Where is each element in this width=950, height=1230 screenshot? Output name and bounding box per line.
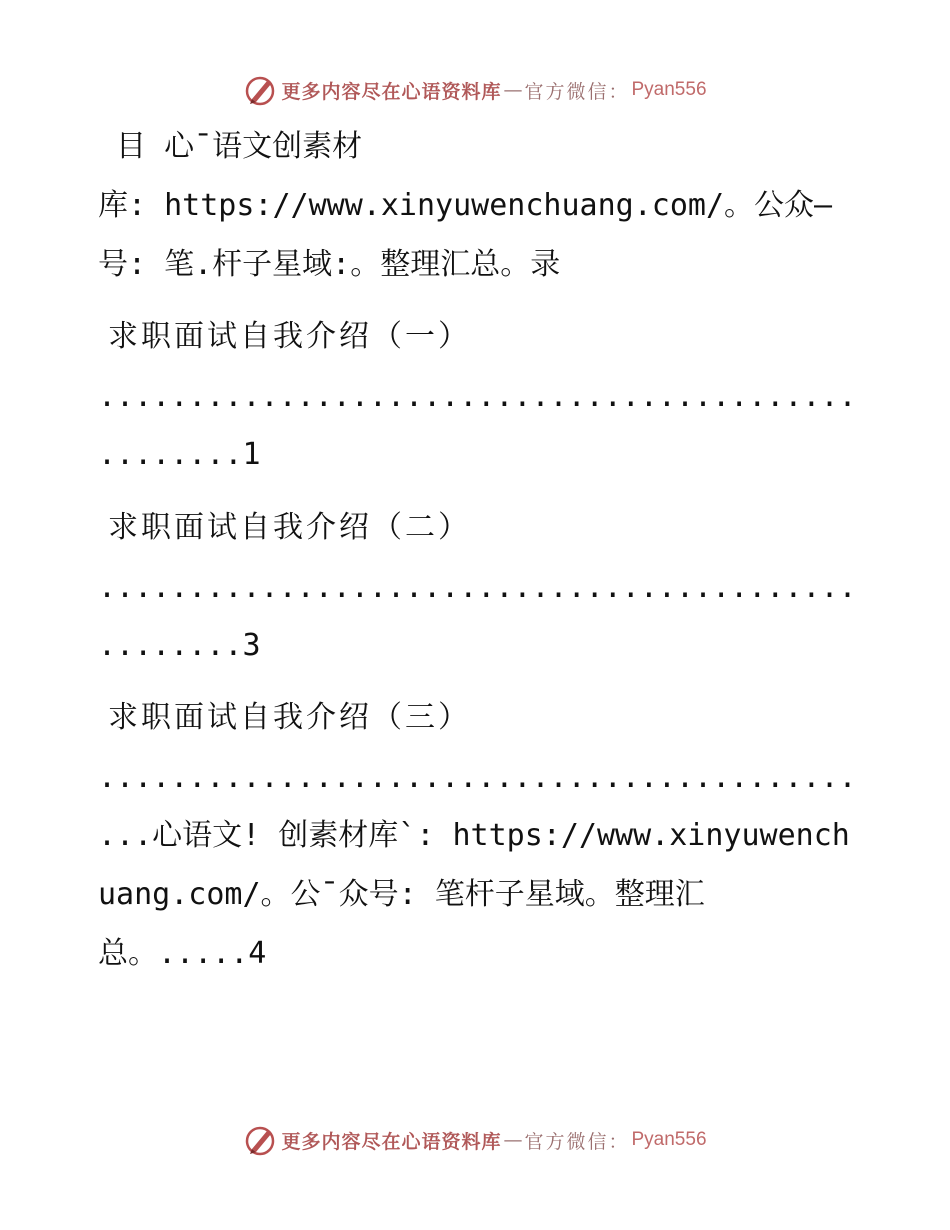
banner-separator: — bbox=[503, 1129, 523, 1151]
footer-banner bbox=[0, 1120, 950, 1160]
toc-entry-3-tail: ...心语文! 创素材库`: https://www.xinyuwench bbox=[98, 818, 850, 853]
toc-entry-2-leader: .......................................... bbox=[98, 570, 857, 605]
toc-entry-1-page: ........1 bbox=[98, 437, 261, 472]
toc-entry-2-title[interactable]: 求职面试自我介绍（二） bbox=[108, 510, 471, 545]
toc-entry-2-page: ........3 bbox=[98, 628, 261, 663]
banner-wechat-id: Pyan556 bbox=[631, 1129, 707, 1150]
banner-main-text: 更多内容尽在心语资料库 bbox=[281, 1130, 502, 1153]
toc-entry-3-leader: .......................................... bbox=[98, 760, 857, 795]
toc-heading-line-1: 目 心¯语文创素材 bbox=[98, 129, 363, 164]
banner-wechat-label: 官方微信： bbox=[524, 80, 630, 103]
banner-main-text: 更多内容尽在心语资料库 bbox=[281, 80, 502, 103]
banner-wechat-label: 官方微信： bbox=[524, 1130, 630, 1153]
toc-entry-1-title[interactable]: 求职面试自我介绍（一） bbox=[108, 319, 471, 354]
toc-heading-line-2: 库: https://www.xinyuwenchuang.com/。公众— bbox=[98, 188, 833, 223]
closing-line-1: uang.com/。公¯众号: 笔杆子星域。整理汇 bbox=[98, 877, 705, 912]
toc-entry-3-title[interactable]: 求职面试自我介绍（三） bbox=[108, 700, 471, 735]
banner-wechat-id: Pyan556 bbox=[631, 79, 707, 100]
banner-separator: — bbox=[503, 79, 523, 101]
pen-logo-icon bbox=[243, 1123, 277, 1157]
toc-entry-1-leader: .......................................... bbox=[98, 379, 857, 414]
header-banner bbox=[0, 70, 950, 110]
closing-line-2: 总。.....4 bbox=[98, 936, 267, 971]
pen-logo-icon bbox=[243, 73, 277, 107]
toc-heading-line-3: 号: 笔.杆子星域:。整理汇总。录 bbox=[98, 247, 561, 282]
